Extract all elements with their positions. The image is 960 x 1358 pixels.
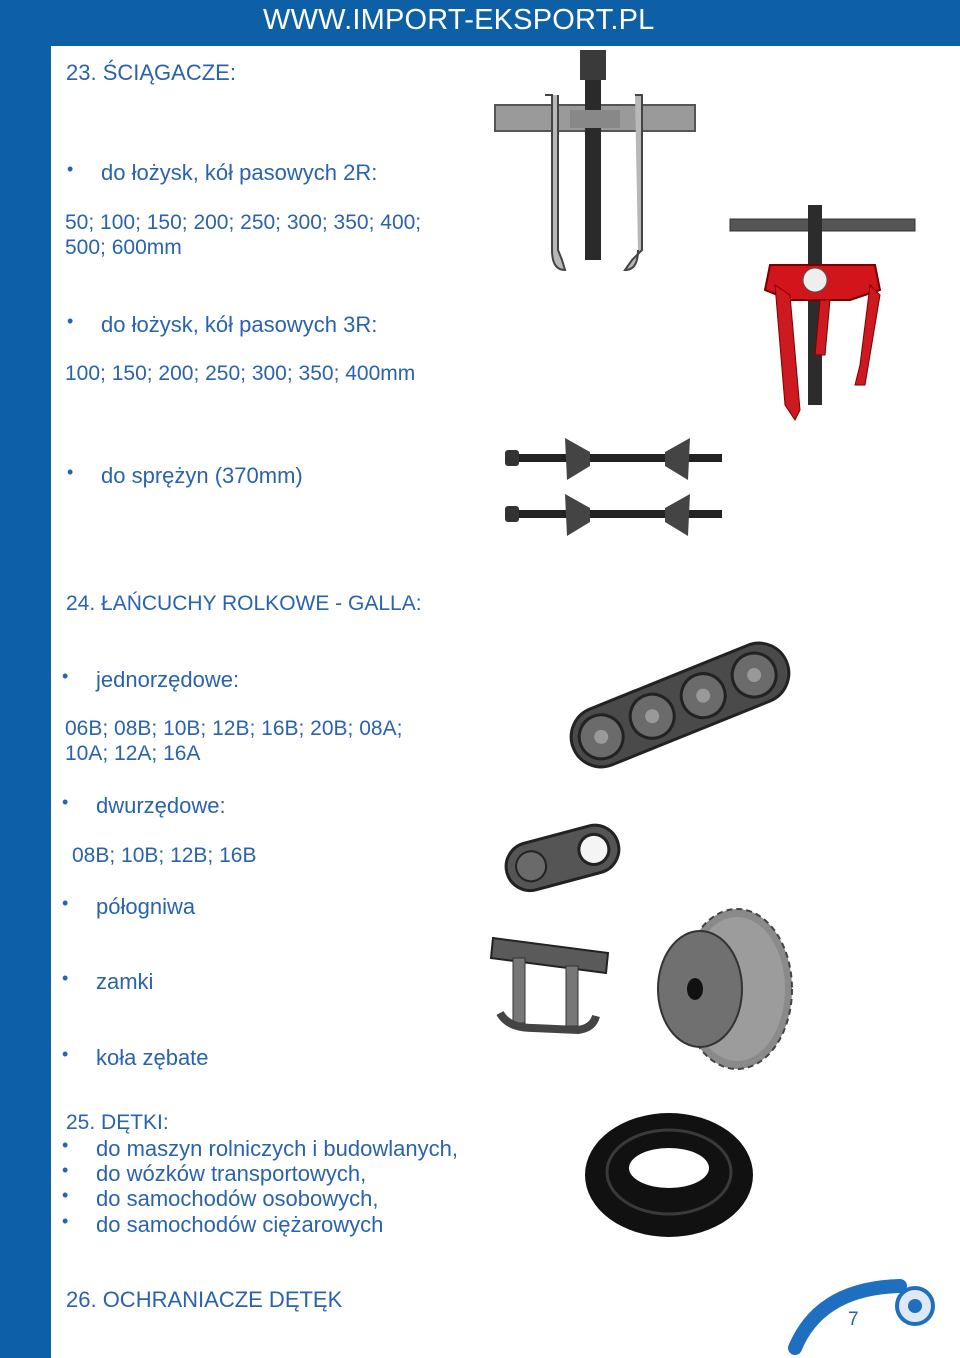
s25-item: • do maszyn rolniczych i budowlanych, (96, 1136, 458, 1162)
s23-values-2r-line2: 500; 600mm (65, 236, 182, 259)
roller-chain-image (555, 630, 805, 780)
s24-bullet-single-row: • jednorzędowe: (96, 667, 239, 693)
s24-values-single-line2: 10A; 12A; 16A (65, 742, 201, 765)
spring-compressor-image (505, 430, 727, 540)
s24-bullet-sprockets: • koła zębate (96, 1045, 209, 1071)
puller-3r-image (730, 205, 915, 430)
s24-bullet-double-row: • dwurzędowe: (96, 793, 226, 819)
section-24-title: 24. ŁAŃCUCHY ROLKOWE - GALLA: (66, 592, 422, 615)
puller-2r-image (490, 50, 700, 275)
section-23-title: 23. ŚCIĄGACZE: (66, 60, 236, 85)
s25-item: • do wózków transportowych, (96, 1161, 366, 1187)
inner-tube-image (584, 1110, 754, 1240)
s24-values-double: 08B; 10B; 12B; 16B (72, 844, 257, 867)
half-link-image (500, 812, 625, 904)
site-url[interactable]: WWW.IMPORT-EKSPORT.PL (263, 4, 655, 36)
s24-bullet-half-links: • półogniwa (96, 894, 195, 920)
section-26-title: 26. OCHRANIACZE DĘTĘK (66, 1287, 343, 1312)
logo-mark (790, 1278, 940, 1353)
s24-values-single-line1: 06B; 08B; 10B; 12B; 16B; 20B; 08A; (65, 717, 403, 740)
sprocket-image (655, 905, 795, 1073)
s23-bullet-2r: • do łożysk, kół pasowych 2R: (101, 160, 377, 186)
s23-bullet-3r: • do łożysk, kół pasowych 3R: (101, 312, 377, 338)
s25-item: • do samochodów osobowych, (96, 1186, 379, 1212)
s23-values-2r-line1: 50; 100; 150; 200; 250; 300; 350; 400; (65, 211, 422, 234)
s24-bullet-locks: • zamki (96, 969, 153, 995)
chain-lock-image (488, 928, 613, 1033)
s25-item: • do samochodów ciężarowych (96, 1212, 383, 1238)
section-25-title: 25. DĘTKI: (66, 1111, 169, 1134)
left-bar (0, 0, 51, 1358)
s23-values-3r: 100; 150; 200; 250; 300; 350; 400mm (65, 362, 416, 385)
s23-bullet-springs: • do sprężyn (370mm) (101, 463, 303, 489)
page-number: 7 (848, 1309, 859, 1330)
